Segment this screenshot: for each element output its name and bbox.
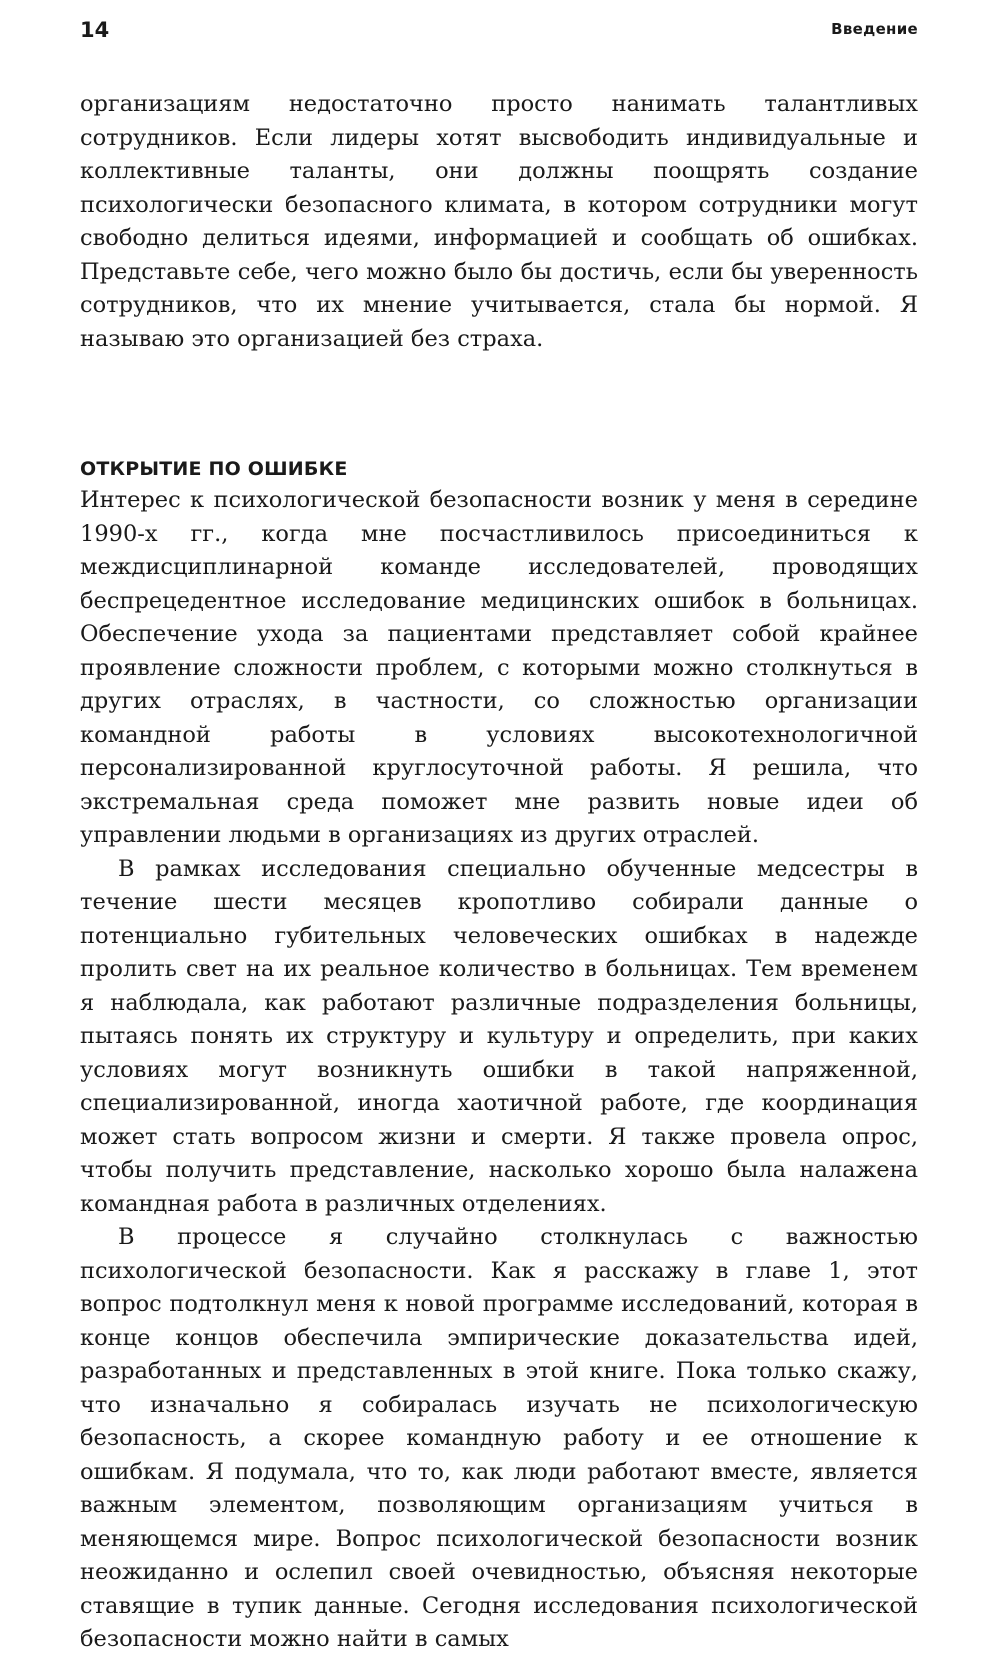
section-discovery <box>80 456 918 1657</box>
running-head: Введение <box>831 20 918 38</box>
body-paragraph: В процессе я случайно столкнулась с важностью психологической безопасности. Как я расскажу в главе 1, этот вопрос подтолкнул меня к новой программе исследований, которая в конце концов обеспечила эмпирические доказательства идей, разработанных и представленных в этой книге. Пока только скажу, что изначально я собиралась изучать не психологическую безопасность, а скорее командную работу и ее отношение к ошибкам. Я подумала, что то, как люди работают вместе, является важным элементом, позволяющим организациям учиться в меняющемся мире. Вопрос психологической безопасности возник неожиданно и ослепил своей очевидностью, объясняя некоторые ставящие в тупик данные. Сегодня исследования психологической безопасности можно найти в самых <box>80 1224 918 1652</box>
body-paragraph: В рамках исследования специально обученные медсестры в течение шести месяцев кропотливо собирали данные о потенциально губительных человеческих ошибках в надежде пролить свет на их реальное количество в больницах. Тем временем я наблюдала, как работают различные подразделения больницы, пытаясь понять их структуру и культуру и определить, при каких условиях могут возникнуть ошибки в такой напряженной, специализированной, иногда хаотичной работе, где координация может стать вопросом жизни и смерти. Я также провела опрос, чтобы получить представление, насколько хорошо была налажена командная работа в различных отделениях. <box>80 855 918 1217</box>
section-heading: ОТКРЫТИЕ ПО ОШИБКЕ <box>80 458 348 480</box>
page-header <box>80 18 918 48</box>
page-number: 14 <box>80 18 110 42</box>
intro-paragraph: организациям недостаточно просто нанимать талантливых сотрудников. Если лидеры хотят высвободить индивидуальные и коллективные таланты, они должны поощрять создание психологически безопасного климата, в котором сотрудники могут свободно делиться идеями, информацией и сообщать об ошибках. Представьте себе, чего можно было бы достичь, если бы уверенность сотрудников, что их мнение учитывается, стала бы нормой. Я называю это организацией без страха. <box>80 91 918 352</box>
intro-text <box>80 88 918 356</box>
body-paragraph: Интерес к психологической безопасности возник у меня в середине 1990-х гг., когда мне посчастливилось присоединиться к междисциплинарной команде исследователей, проводящих беспрецедентное исследование медицинских ошибок в больницах. Обеспечение ухода за пациентами представляет собой крайнее проявление сложности проблем, с которыми можно столкнуться в других отраслях, в частности, со сложностью организации командной работы в условиях высокотехнологичной персонализированной круглосуточной работы. Я решила, что экстремальная среда поможет мне развить новые идеи об управлении людьми в организациях из других отраслей. <box>80 487 918 848</box>
